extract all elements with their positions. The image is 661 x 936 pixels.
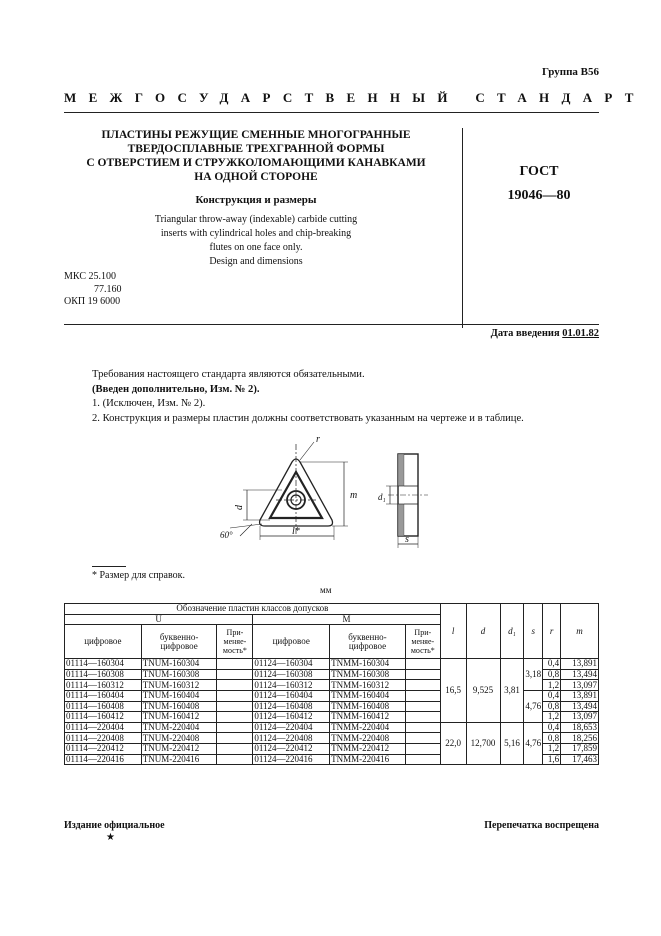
table-cell bbox=[217, 722, 253, 733]
table-cell bbox=[405, 754, 440, 765]
table-cell: TNMM-160404 bbox=[330, 690, 406, 701]
table-cell: 01114—220416 bbox=[65, 754, 142, 765]
header-alnum: буквенно- цифровое bbox=[141, 625, 217, 659]
table-cell: TNMM-220404 bbox=[330, 722, 406, 733]
dimensions-table bbox=[64, 603, 599, 765]
text-line: С ОТВЕРСТИЕМ И СТРУЖКОЛОМАЮЩИМИ КАНАВКАМИ bbox=[86, 157, 426, 169]
table-cell bbox=[405, 669, 440, 680]
table-cell: 13,097 bbox=[561, 680, 599, 691]
title-divider bbox=[462, 128, 463, 328]
date-divider bbox=[64, 324, 599, 325]
group1-d1: 3,81 bbox=[500, 659, 524, 723]
paragraph: 2. Конструкция и размеры пластин должны соответствовать указанным на чертеже и в таблице. bbox=[92, 412, 524, 424]
table-cell: TNMM-220408 bbox=[330, 733, 406, 744]
paragraph: (Введен дополнительно, Изм. № 2). bbox=[92, 383, 260, 395]
table-cell: 0,8 bbox=[543, 669, 561, 680]
table-cell: TNUM-160304 bbox=[141, 659, 217, 670]
table-cell: 0,4 bbox=[543, 659, 561, 670]
document-subtitle: Конструкция и размеры bbox=[195, 194, 317, 206]
label-r: r bbox=[316, 434, 320, 445]
table-cell: 13,494 bbox=[561, 701, 599, 712]
header-m: m bbox=[561, 604, 599, 659]
group2-s: 4,76 bbox=[524, 722, 543, 764]
table-cell bbox=[217, 733, 253, 744]
header-class-m: M bbox=[253, 614, 440, 625]
star-icon: ★ bbox=[106, 832, 115, 843]
table-cell: 01114—160312 bbox=[65, 680, 142, 691]
table-cell: TNUM-220412 bbox=[141, 743, 217, 754]
edition-label: Издание официальное bbox=[64, 820, 165, 831]
table-cell bbox=[405, 701, 440, 712]
header-applicability: При- меняе- мость* bbox=[217, 625, 253, 659]
table-cell: TNMM-160412 bbox=[330, 712, 406, 723]
table-cell: 1,2 bbox=[543, 743, 561, 754]
table-cell: 0,8 bbox=[543, 733, 561, 744]
table-cell: 01124—220412 bbox=[253, 743, 330, 754]
table-cell: 0,4 bbox=[543, 722, 561, 733]
header-d1: d₁ bbox=[500, 604, 524, 659]
table-cell: 13,891 bbox=[561, 690, 599, 701]
table-cell: TNUM-160308 bbox=[141, 669, 217, 680]
paragraph: Требования настоящего стандарта являются обязательными. bbox=[92, 369, 365, 380]
table-cell: TNMM-160304 bbox=[330, 659, 406, 670]
table-cell: 1,2 bbox=[543, 712, 561, 723]
footnote-divider bbox=[92, 566, 126, 567]
paragraph: 1. (Исключен, Изм. № 2). bbox=[92, 398, 206, 409]
table-cell: 17,859 bbox=[561, 743, 599, 754]
table-cell: 1,6 bbox=[543, 754, 561, 765]
header-class-u: U bbox=[65, 614, 253, 625]
table-row bbox=[65, 722, 599, 733]
header-alnum: буквенно- цифровое bbox=[330, 625, 406, 659]
table-cell bbox=[405, 690, 440, 701]
gost-designation bbox=[484, 160, 594, 208]
table-cell: 18,653 bbox=[561, 722, 599, 733]
text-line: ТВЕРДОСПЛАВНЫЕ ТРЕХГРАННОЙ ФОРМЫ bbox=[127, 143, 385, 155]
group1-s-a: 3,18 bbox=[524, 659, 543, 691]
table-cell bbox=[217, 690, 253, 701]
table-cell: 01124—220404 bbox=[253, 722, 330, 733]
table-cell: TNUM-160408 bbox=[141, 701, 217, 712]
table-cell bbox=[217, 669, 253, 680]
standard-type: МЕЖГОСУДАРСТВЕННЫЙ СТАНДАРТ bbox=[64, 90, 646, 105]
reprint-notice: Перепечатка воспрещена bbox=[484, 820, 599, 831]
group2-d1: 5,16 bbox=[500, 722, 524, 764]
table-header-row bbox=[65, 604, 599, 615]
label-l: l* bbox=[292, 526, 300, 537]
table-cell bbox=[217, 754, 253, 765]
table-cell: 18,256 bbox=[561, 733, 599, 744]
table-cell: 17,463 bbox=[561, 754, 599, 765]
table-cell: 01124—160308 bbox=[253, 669, 330, 680]
group1-l: 16,5 bbox=[440, 659, 466, 723]
table-cell: TNMM-220416 bbox=[330, 754, 406, 765]
table-cell: 01124—160408 bbox=[253, 701, 330, 712]
insert-drawing bbox=[210, 432, 450, 552]
header-main: Обозначение пластин классов допусков bbox=[65, 604, 441, 615]
table-cell: 01114—220412 bbox=[65, 743, 142, 754]
group2-d: 12,700 bbox=[466, 722, 500, 764]
table-row bbox=[65, 659, 599, 670]
table-cell: TNUM-220416 bbox=[141, 754, 217, 765]
label-angle: 60° bbox=[220, 530, 233, 540]
text-line: ОКП 19 6000 bbox=[64, 296, 121, 307]
table-cell: TNMM-220412 bbox=[330, 743, 406, 754]
text-line: 19046—80 bbox=[507, 188, 571, 203]
table-cell: 01114—160412 bbox=[65, 712, 142, 723]
table-cell: TNUM-160312 bbox=[141, 680, 217, 691]
classification-codes bbox=[64, 271, 122, 309]
table-cell: TNUM-160404 bbox=[141, 690, 217, 701]
table-cell bbox=[405, 743, 440, 754]
table-cell: 01124—160304 bbox=[253, 659, 330, 670]
table-cell: 01114—220404 bbox=[65, 722, 142, 733]
table-cell: TNUM-220408 bbox=[141, 733, 217, 744]
table-cell: 01114—160308 bbox=[65, 669, 142, 680]
table-cell: 01114—160304 bbox=[65, 659, 142, 670]
table-cell: TNMM-160408 bbox=[330, 701, 406, 712]
header-applicability: При- меняе- мость* bbox=[405, 625, 440, 659]
table-cell: 01124—220416 bbox=[253, 754, 330, 765]
table-cell: 0,8 bbox=[543, 701, 561, 712]
text-line: inserts with cylindrical holes and chip-breaking bbox=[160, 228, 352, 239]
table-cell: 1,2 bbox=[543, 680, 561, 691]
header-s: s bbox=[524, 604, 543, 659]
text-line: ГОСТ bbox=[519, 164, 559, 179]
header-r: r bbox=[543, 604, 561, 659]
footnote: * Размер для справок. bbox=[92, 570, 185, 581]
table-cell: 01114—220408 bbox=[65, 733, 142, 744]
table-cell bbox=[217, 701, 253, 712]
header-digital: цифровое bbox=[65, 625, 142, 659]
english-title bbox=[64, 213, 448, 269]
table-cell bbox=[405, 712, 440, 723]
label-s: s bbox=[405, 534, 409, 545]
document-title bbox=[64, 128, 448, 184]
group-code: Группа В56 bbox=[541, 66, 599, 78]
text-line: flutes on one face only. bbox=[209, 242, 303, 253]
table-cell: TNUM-160412 bbox=[141, 712, 217, 723]
table-cell bbox=[405, 680, 440, 691]
label-d: d bbox=[234, 505, 245, 510]
text-line: МКС 25.100 bbox=[64, 271, 116, 282]
table-cell: 01124—160312 bbox=[253, 680, 330, 691]
table-cell: 13,891 bbox=[561, 659, 599, 670]
table-cell: 01124—160412 bbox=[253, 712, 330, 723]
table-cell bbox=[217, 712, 253, 723]
label-m: m bbox=[350, 490, 358, 501]
text-line: Design and dimensions bbox=[209, 256, 303, 267]
table-cell: 01114—160408 bbox=[65, 701, 142, 712]
text-line: 77.160 bbox=[94, 283, 122, 295]
table-cell bbox=[405, 659, 440, 670]
table-cell: 0,4 bbox=[543, 690, 561, 701]
header-divider bbox=[64, 112, 599, 113]
effective-date: Дата введения 01.01.82 bbox=[490, 328, 599, 339]
table-cell: 13,097 bbox=[561, 712, 599, 723]
table-cell: TNMM-160312 bbox=[330, 680, 406, 691]
table-cell bbox=[405, 733, 440, 744]
table-cell bbox=[217, 659, 253, 670]
table-cell: 01124—220408 bbox=[253, 733, 330, 744]
group1-s-b: 4,76 bbox=[524, 690, 543, 722]
text-line: ПЛАСТИНЫ РЕЖУЩИЕ СМЕННЫЕ МНОГОГРАННЫЕ bbox=[101, 129, 411, 141]
group1-d: 9,525 bbox=[466, 659, 500, 723]
table-cell: 13,494 bbox=[561, 669, 599, 680]
header-l: l bbox=[440, 604, 466, 659]
label-d1: d₁ bbox=[378, 492, 386, 502]
table-cell bbox=[217, 680, 253, 691]
header-d: d bbox=[466, 604, 500, 659]
unit-label: мм bbox=[320, 585, 332, 595]
text-line: НА ОДНОЙ СТОРОНЕ bbox=[194, 171, 318, 183]
table-cell: 01124—160404 bbox=[253, 690, 330, 701]
header-digital: цифровое bbox=[253, 625, 330, 659]
table-cell: 01114—160404 bbox=[65, 690, 142, 701]
text-line: Triangular throw-away (indexable) carbide cutting bbox=[154, 214, 358, 225]
body-text bbox=[92, 368, 524, 426]
table-cell bbox=[217, 743, 253, 754]
group2-l: 22,0 bbox=[440, 722, 466, 764]
table-cell: TNMM-160308 bbox=[330, 669, 406, 680]
table-cell bbox=[405, 722, 440, 733]
table-cell: TNUM-220404 bbox=[141, 722, 217, 733]
